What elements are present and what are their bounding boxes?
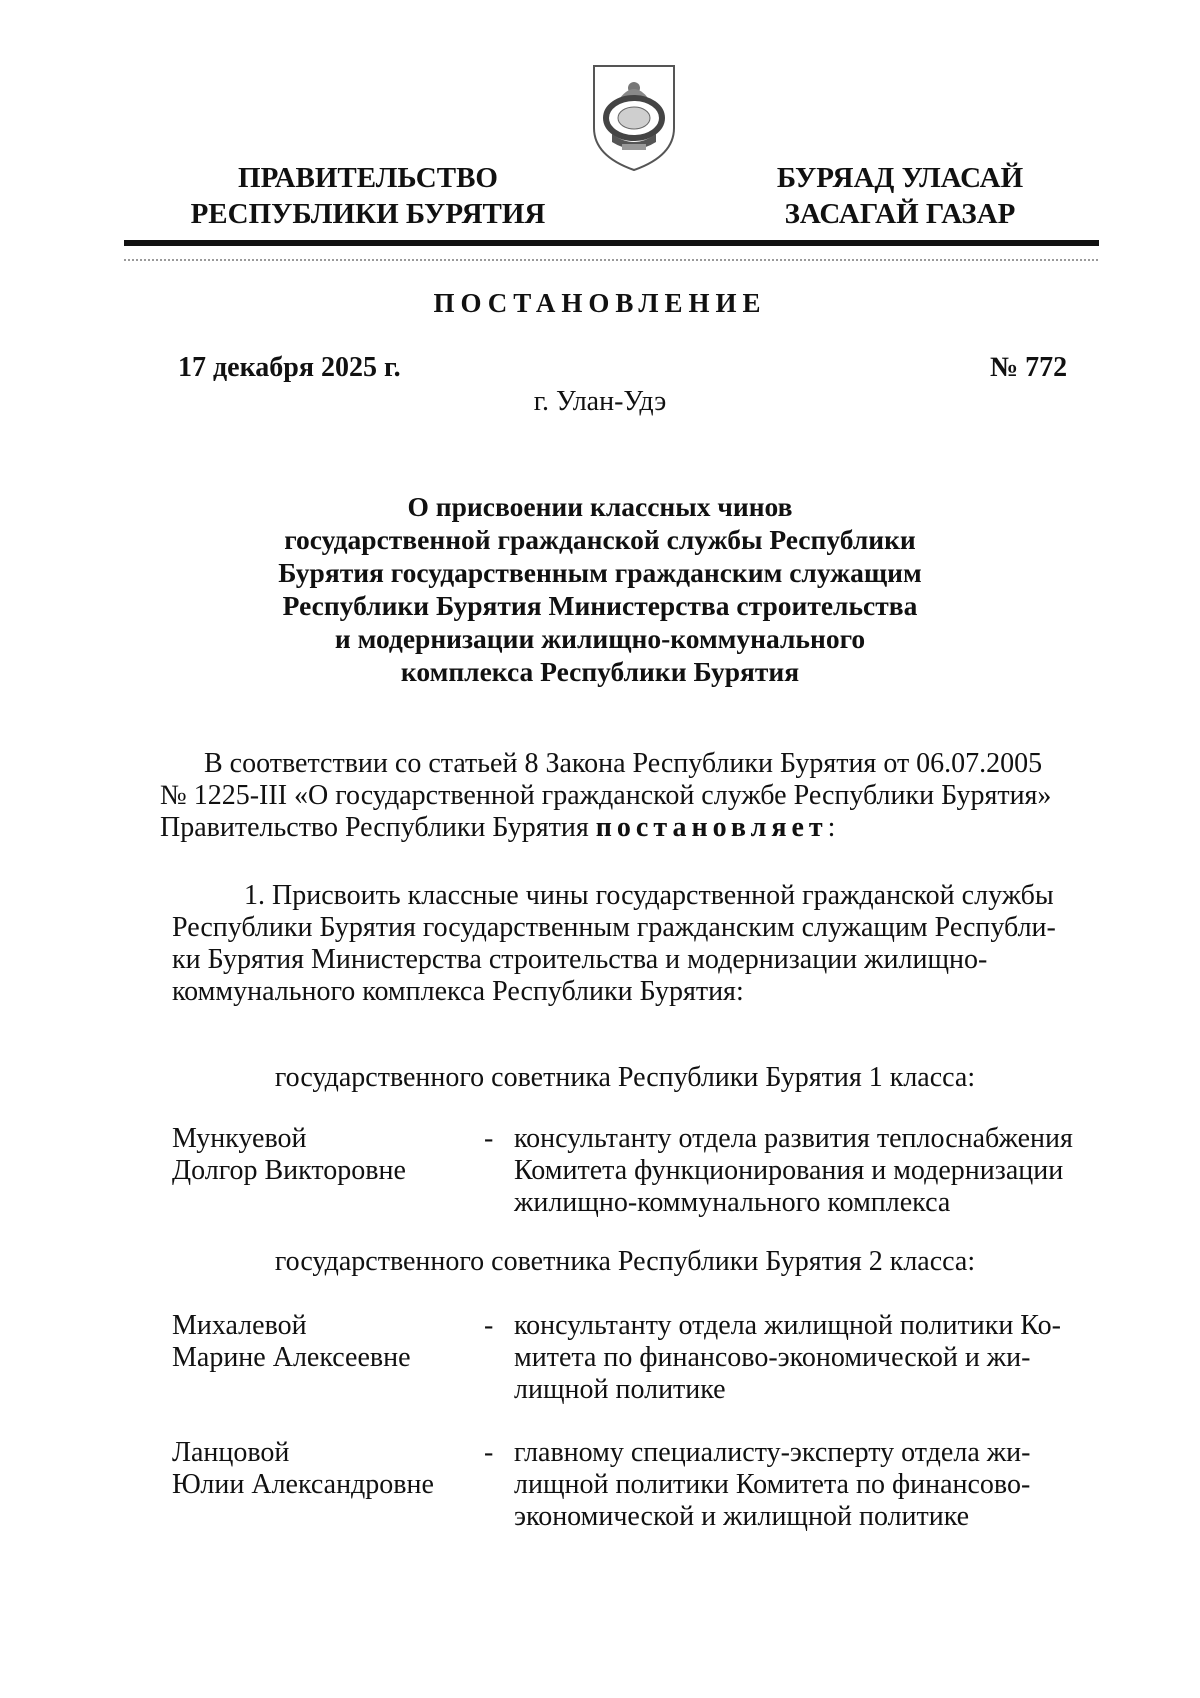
title-line: Республики Бурятия Министерства строительства — [282, 590, 918, 621]
position-line: лищной политике — [514, 1374, 726, 1405]
government-name-bua-line2: ЗАСАГАЙ ГАЗАР — [784, 198, 1016, 230]
person-given-name: Долгор Викторовне — [172, 1155, 406, 1186]
position-line: жилищно-коммунального комплекса — [514, 1187, 951, 1218]
item-1-line: 1. Присвоить классные чины государственной гражданской службы — [244, 880, 1054, 911]
government-name-ru-line2: РЕСПУБЛИКИ БУРЯТИЯ — [190, 198, 546, 230]
item-1-line: Республики Бурятия государственным гражданским служащим Республи- — [172, 912, 1056, 943]
header-divider-thin — [124, 259, 1099, 261]
government-name-bua — [720, 160, 1080, 232]
preamble-line: № 1225-III «О государственной гражданской службе Республики Бурятия» — [160, 780, 1052, 811]
person-position — [514, 1123, 1082, 1219]
person-surname: Ланцовой — [172, 1437, 290, 1468]
title-line: Бурятия государственным гражданским служащим — [278, 557, 922, 588]
person-given-name: Юлии Александровне — [172, 1469, 434, 1500]
position-line: главному специалисту-эксперту отдела жи- — [514, 1437, 1031, 1468]
government-name-ru — [168, 160, 568, 232]
coat-of-arms-icon — [590, 58, 678, 173]
government-name-ru-line1: ПРАВИТЕЛЬСТВО — [238, 162, 498, 194]
title-line: О присвоении классных чинов — [407, 491, 793, 522]
person-name — [172, 1123, 472, 1187]
person-entry — [172, 1123, 1082, 1223]
preamble-line: В соответствии со статьей 8 Закона Республики Бурятия от 06.07.2005 — [204, 748, 1043, 779]
grade-heading-1: государственного советника Республики Бурятия 1 класса: — [274, 1062, 976, 1093]
document-type: ПОСТАНОВЛЕНИЕ — [433, 288, 767, 318]
title-line: комплекса Республики Бурятия — [400, 656, 800, 687]
decree-colon: : — [827, 812, 836, 843]
document-city: г. Улан-Удэ — [533, 386, 667, 417]
position-line: экономической и жилищной политике — [514, 1501, 970, 1532]
decree-word: постановляет — [595, 812, 828, 843]
item-1 — [172, 880, 1082, 1008]
person-entry — [172, 1437, 1082, 1537]
position-line: лищной политики Комитета по финансово- — [514, 1469, 1031, 1500]
person-given-name: Марине Алексеевне — [172, 1342, 411, 1373]
title-line: и модернизации жилищно-коммунального — [334, 623, 866, 654]
position-line: консультанту отдела жилищной политики Ко- — [514, 1310, 1061, 1341]
document-date: 17 декабря 2025 г. — [178, 352, 401, 383]
document-number: № 772 — [990, 352, 1068, 383]
person-name — [172, 1437, 472, 1501]
person-surname: Михалевой — [172, 1310, 307, 1341]
person-entry — [172, 1310, 1082, 1410]
person-name — [172, 1310, 472, 1374]
grade-heading-2: государственного советника Республики Бурятия 2 класса: — [274, 1246, 976, 1277]
person-dash: - — [484, 1310, 494, 1341]
person-position — [514, 1437, 1082, 1533]
position-line: Комитета функционирования и модернизации — [514, 1155, 1064, 1186]
person-position — [514, 1310, 1082, 1406]
preamble-line-last — [160, 812, 1097, 844]
position-line: консультанту отдела развития теплоснабжения — [514, 1123, 1073, 1154]
preamble — [160, 748, 1097, 844]
title-line: государственной гражданской службы Республики — [284, 524, 916, 555]
document-title — [200, 490, 1000, 688]
person-dash: - — [484, 1437, 494, 1468]
header-divider-thick — [124, 240, 1099, 246]
government-name-bua-line1: БУРЯАД УЛАСАЙ — [776, 162, 1024, 194]
person-surname: Мункуевой — [172, 1123, 307, 1154]
position-line: митета по финансово-экономической и жи- — [514, 1342, 1031, 1373]
item-1-line: коммунального комплекса Республики Бурятия: — [172, 976, 744, 1007]
preamble-tail: Правительство Республики Бурятия — [160, 812, 596, 843]
person-dash: - — [484, 1123, 494, 1154]
item-1-line: ки Бурятия Министерства строительства и модернизации жилищно- — [172, 944, 988, 975]
